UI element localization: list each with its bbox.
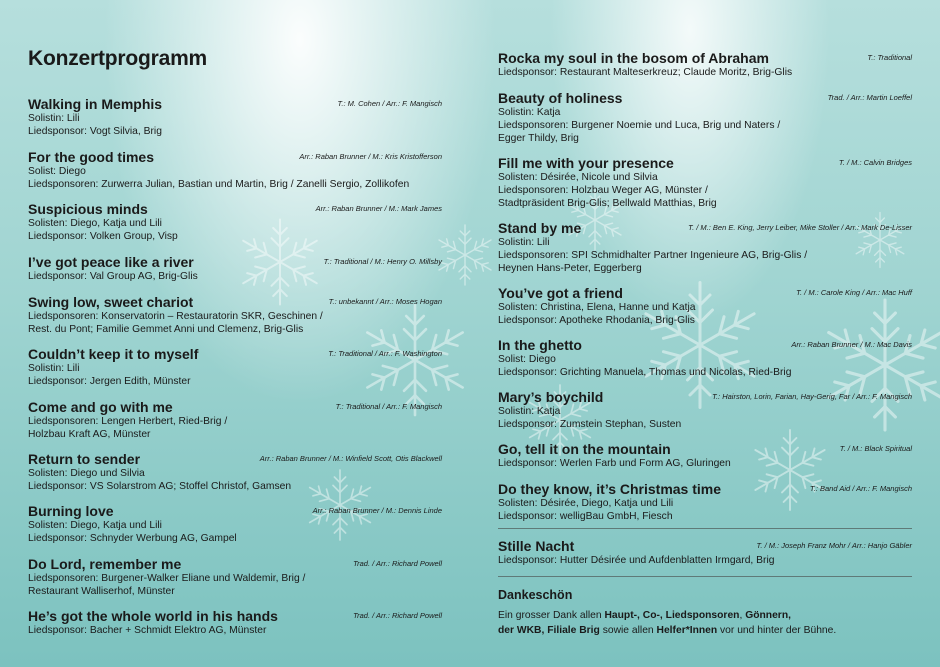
song-title: Walking in Memphis bbox=[28, 96, 163, 112]
entry-line: Liedsponsoren: Konservatorin – Restauratorin SKR, Geschinen / bbox=[28, 311, 323, 322]
entry-line: Liedsponsoren: Holzbau Weger AG, Münster / bbox=[498, 185, 708, 196]
entry-line: Liedsponsor: Restaurant Malteserkreuz; Claude Moritz, Brig-Glis bbox=[498, 67, 793, 78]
entry-line: Liedsponsor: welligBau GmbH, Fiesch bbox=[498, 511, 673, 522]
program-entry bbox=[28, 608, 442, 637]
entry-line: Liedsponsor: Jergen Edith, Münster bbox=[28, 376, 191, 387]
program-entry bbox=[498, 155, 912, 210]
entry-line: Solist: Diego bbox=[28, 166, 86, 177]
song-title: Go, tell it on the mountain bbox=[498, 441, 671, 457]
program-entry bbox=[498, 50, 912, 79]
song-credit: Trad. / Arr.: Martin Loeffel bbox=[827, 93, 912, 102]
song-credit: T.: Traditional / M.: Henry O. Millsby bbox=[323, 257, 442, 266]
program-entry bbox=[498, 389, 912, 431]
entry-line: Solisten: Désirée, Nicole und Silvia bbox=[498, 172, 658, 183]
song-credit: Trad. / Arr.: Richard Powell bbox=[353, 559, 442, 568]
program-entry bbox=[498, 285, 912, 327]
entry-line: Liedsponsor: Bacher + Schmidt Elektro AG, Münster bbox=[28, 625, 267, 636]
entry-line: Solistin: Katja bbox=[498, 107, 561, 118]
entry-line: Solistin: Katja bbox=[498, 406, 561, 417]
song-title: Suspicious minds bbox=[28, 201, 148, 217]
song-title: He’s got the whole world in his hands bbox=[28, 608, 278, 624]
song-title: Return to sender bbox=[28, 451, 141, 467]
entry-line: Liedsponsoren: Zurwerra Julian, Bastian und Martin, Brig / Zanelli Sergio, Zollikofen bbox=[28, 179, 410, 190]
entry-line: Liedsponsor: Zumstein Stephan, Susten bbox=[498, 419, 682, 430]
program-entry bbox=[498, 481, 912, 523]
entry-line: Liedsponsor: Volken Group, Visp bbox=[28, 231, 178, 242]
song-credit: Trad. / Arr.: Richard Powell bbox=[353, 611, 442, 620]
song-title: Stille Nacht bbox=[498, 538, 575, 554]
entry-line: Liedsponsor: Hutter Désirée und Aufdenblatten Irmgard, Brig bbox=[498, 555, 775, 566]
entry-line: Liedsponsoren: Burgener-Walker Eliane und Waldemir, Brig / bbox=[28, 573, 306, 584]
song-credit: Arr.: Raban Brunner / M.: Kris Kristofferson bbox=[299, 152, 442, 161]
program-entry bbox=[28, 451, 442, 493]
song-credit: T.: Band Aid / Arr.: F. Mangisch bbox=[809, 484, 912, 493]
program-entry bbox=[28, 201, 442, 243]
song-credit: T.: Traditional / Arr.: F. Washington bbox=[328, 349, 442, 358]
song-credit: T.: Hairston, Lorin, Farian, Hay-Gerig, Far / Arr.: F. Mangisch bbox=[712, 392, 912, 401]
song-credit: T.: unbekannt / Arr.: Moses Hogan bbox=[328, 297, 442, 306]
song-title: In the ghetto bbox=[498, 337, 582, 353]
song-credit: Arr.: Raban Brunner / M.: Winfield Scott, Otis Blackwell bbox=[259, 454, 442, 463]
song-credit: T. / M.: Black Spiritual bbox=[839, 444, 912, 453]
entry-line: Liedsponsor: Grichting Manuela, Thomas und Nicolas, Ried-Brig bbox=[498, 367, 792, 378]
program-entry bbox=[498, 90, 912, 145]
entry-line: Liedsponsoren: Lengen Herbert, Ried-Brig / bbox=[28, 416, 228, 427]
entry-line: Liedsponsor: Werlen Farb und Form AG, Gluringen bbox=[498, 458, 731, 469]
entry-line: Solisten: Désirée, Diego, Katja und Lili bbox=[498, 498, 674, 509]
entry-line: Solistin: Lili bbox=[28, 113, 80, 124]
section-divider bbox=[498, 576, 912, 577]
entry-line: Solist: Diego bbox=[498, 354, 556, 365]
program-entry bbox=[498, 538, 912, 567]
song-credit: T.: Traditional bbox=[867, 53, 912, 62]
song-credit: Arr.: Raban Brunner / M.: Dennis Linde bbox=[312, 506, 442, 515]
entry-line: Solisten: Diego, Katja und Lili bbox=[28, 520, 162, 531]
entry-line: Solisten: Diego und Silvia bbox=[28, 468, 145, 479]
song-title: Come and go with me bbox=[28, 399, 173, 415]
entry-line: Rest. du Pont; Familie Gemmet Anni und Clemenz, Brig-Glis bbox=[28, 324, 304, 335]
song-credit: Arr.: Raban Brunner / M.: Mac Davis bbox=[791, 340, 912, 349]
song-title: Beauty of holiness bbox=[498, 90, 623, 106]
program-entry bbox=[28, 96, 442, 138]
song-title: For the good times bbox=[28, 149, 154, 165]
song-credit: T. / M.: Carole King / Arr.: Mac Huff bbox=[796, 288, 912, 297]
program-entry bbox=[498, 441, 912, 470]
program-entry bbox=[28, 294, 442, 336]
entry-line: Solistin: Lili bbox=[498, 237, 550, 248]
entry-line: Liedsponsor: Vogt Silvia, Brig bbox=[28, 126, 162, 137]
program-entry bbox=[28, 149, 442, 191]
song-title: Mary’s boychild bbox=[498, 389, 604, 405]
song-title: Swing low, sweet chariot bbox=[28, 294, 194, 310]
entry-line: Liedsponsor: Schnyder Werbung AG, Gampel bbox=[28, 533, 237, 544]
entry-line: Liedsponsor: Apotheke Rhodania, Brig-Glis bbox=[498, 315, 695, 326]
section-divider bbox=[498, 528, 912, 529]
song-title: Do Lord, remember me bbox=[28, 556, 182, 572]
entry-line: Liedsponsoren: SPI Schmidhalter Partner Ingenieure AG, Brig-Glis / bbox=[498, 250, 808, 261]
song-title: You’ve got a friend bbox=[498, 285, 623, 301]
program-entry bbox=[28, 254, 442, 283]
entry-line: Solisten: Christina, Elena, Hanne und Katja bbox=[498, 302, 696, 313]
song-title: Fill me with your presence bbox=[498, 155, 674, 171]
song-credit: T.: Traditional / Arr.: F. Mangisch bbox=[335, 402, 442, 411]
song-title: Do they know, it’s Christmas time bbox=[498, 481, 722, 497]
program-entry bbox=[498, 337, 912, 379]
program-entry bbox=[28, 399, 442, 441]
entry-line: Stadtpräsident Brig-Glis; Bellwald Matthias, Brig bbox=[498, 198, 717, 209]
program-entry bbox=[28, 503, 442, 545]
song-credit: T. / M.: Ben E. King, Jerry Leiber, Mike Stoller / Arr.: Mark De-Lisser bbox=[688, 223, 912, 232]
entry-line: Heynen Hans-Peter, Eggerberg bbox=[498, 263, 642, 274]
entry-line: Liedsponsor: VS Solarstrom AG; Stoffel Christof, Gamsen bbox=[28, 481, 292, 492]
song-credit: T. / M.: Calvin Bridges bbox=[838, 158, 912, 167]
entry-line: Holzbau Kraft AG, Münster bbox=[28, 429, 151, 440]
entry-line: Liedsponsor: Val Group AG, Brig-Glis bbox=[28, 271, 198, 282]
program-entry bbox=[28, 346, 442, 388]
song-title: Burning love bbox=[28, 503, 114, 519]
song-title: I’ve got peace like a river bbox=[28, 254, 194, 270]
thanks-heading: Dankeschön bbox=[498, 588, 573, 602]
song-credit: Arr.: Raban Brunner / M.: Mark James bbox=[315, 204, 442, 213]
thanks-text: Ein grosser Dank allen Haupt-, Co-, Liedsponsoren, Gönnern, der WKB, Filiale Brig sowie allen Helfer*Innen vor und hinter der Bühne. bbox=[498, 610, 837, 636]
entry-line: Solistin: Lili bbox=[28, 363, 80, 374]
page-title: Konzertprogramm bbox=[28, 47, 208, 70]
entry-line: Egger Thildy, Brig bbox=[498, 133, 579, 144]
entry-line: Solisten: Diego, Katja und Lili bbox=[28, 218, 162, 229]
song-credit: T. / M.: Joseph Franz Mohr / Arr.: Hanjo Gäbler bbox=[756, 541, 912, 550]
entry-line: Restaurant Walliserhof, Münster bbox=[28, 586, 175, 597]
program-entry bbox=[28, 556, 442, 598]
program-entry bbox=[498, 220, 912, 275]
song-title: Rocka my soul in the bosom of Abraham bbox=[498, 50, 769, 66]
song-credit: T.: M. Cohen / Arr.: F. Mangisch bbox=[337, 99, 442, 108]
song-title: Couldn’t keep it to myself bbox=[28, 346, 199, 362]
entry-line: Liedsponsoren: Burgener Noemie und Luca, Brig und Naters / bbox=[498, 120, 781, 131]
song-title: Stand by me bbox=[498, 220, 582, 236]
